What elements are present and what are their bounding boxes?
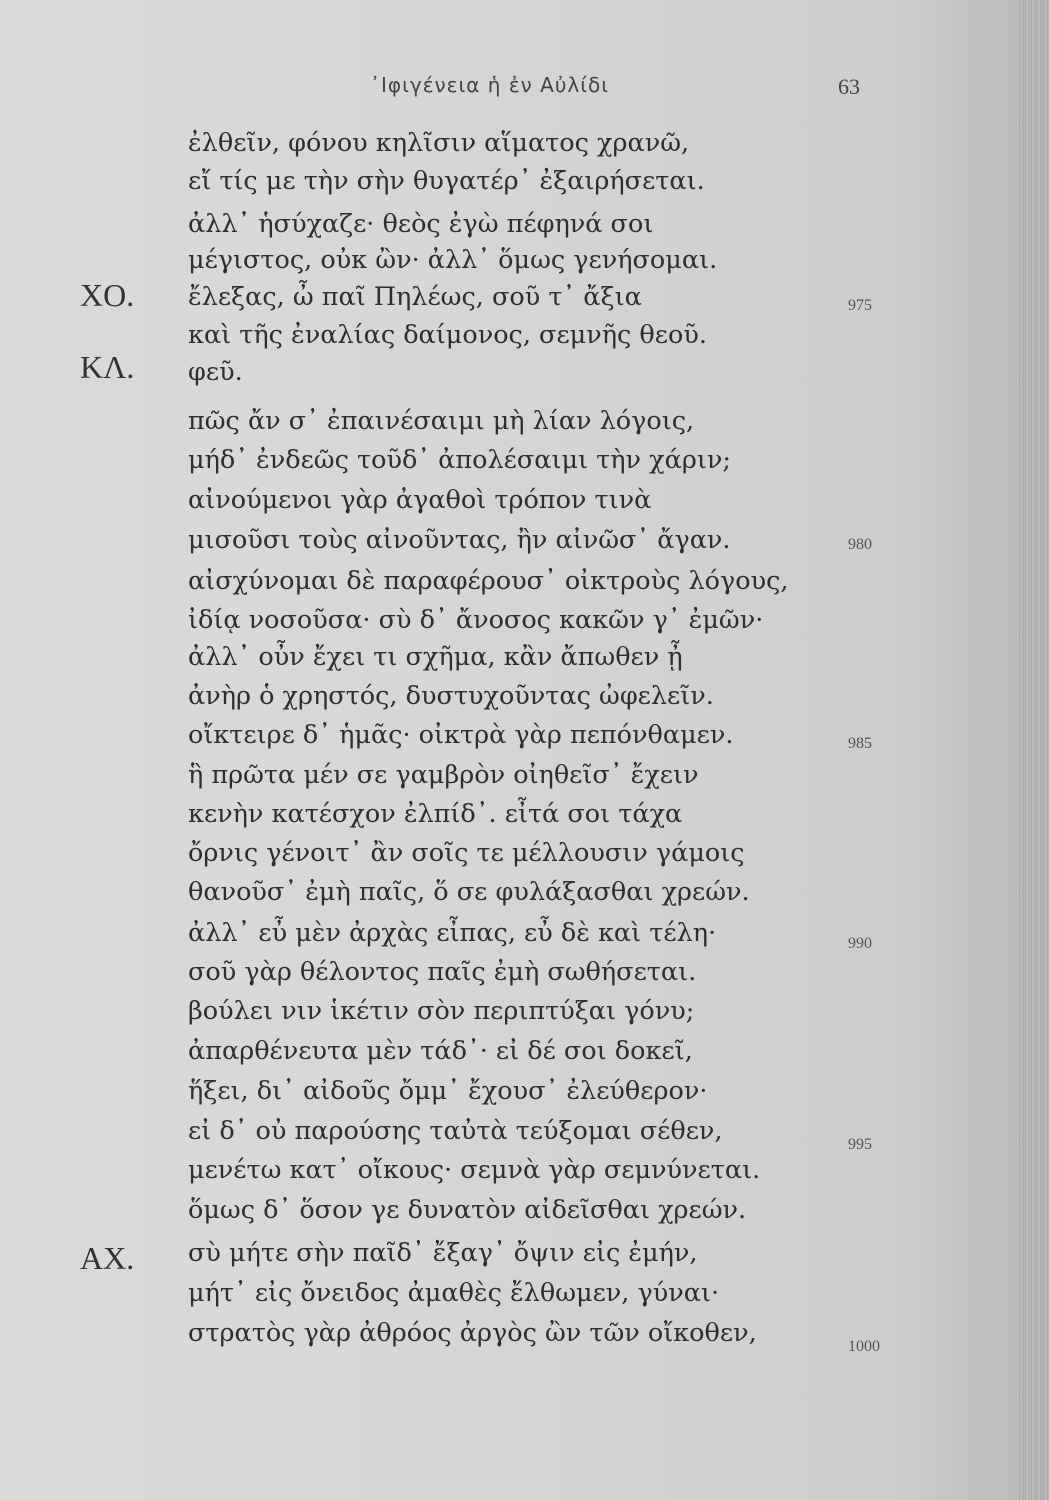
verse-line: ἥξει, δι᾿ αἰδοῦς ὄμμ᾿ ἔχουσ᾿ ἐλεύθερον·	[188, 1076, 708, 1106]
verse-line: βούλει νιν ἱκέτιν σὸν περιπτύξαι γόνυ;	[188, 996, 695, 1026]
verse-line: αἰσχύνομαι δὲ παραφέρουσ᾿ οἰκτροὺς λόγους,	[188, 566, 789, 596]
page-number: 63	[838, 74, 860, 99]
speaker-label-klytaimestra: ΚΛ.	[80, 349, 135, 385]
verse-line: σὺ μήτε σὴν παῖδ᾿ ἔξαγ᾿ ὄψιν εἰς ἐμήν,	[188, 1238, 698, 1268]
page-edge	[1019, 0, 1049, 1500]
verse-line: ἀπαρθένευτα μὲν τάδ᾿· εἰ δέ σοι δοκεῖ,	[188, 1036, 693, 1066]
verse-line: μήτ᾿ εἰς ὄνειδος ἀμαθὲς ἔλθωμεν, γύναι·	[188, 1278, 720, 1308]
verse-line: ἀλλ᾿ οὖν ἔχει τι σχῆμα, κἂν ἄπωθεν ᾖ	[188, 642, 683, 672]
verse-line: ἔλεξας, ὦ παῖ Πηλέως, σοῦ τ᾿ ἄξια	[188, 282, 642, 312]
verse-line: ἐλθεῖν, φόνου κηλῖσιν αἵματος χρανῶ,	[188, 128, 690, 158]
verse-line: εἴ τίς με τὴν σὴν θυγατέρ᾿ ἐξαιρήσεται.	[188, 166, 705, 196]
line-number: 1000	[848, 1338, 880, 1355]
running-title: ᾿Ιφιγένεια ἡ ἐν Αὐλίδι	[370, 73, 610, 97]
line-number: 975	[848, 297, 872, 314]
line-number: 980	[848, 536, 872, 553]
verse-line: σοῦ γὰρ θέλοντος παῖς ἐμὴ σωθήσεται.	[188, 957, 697, 987]
verse-line: μισοῦσι τοὺς αἰνοῦντας, ἢν αἰνῶσ᾿ ἄγαν.	[188, 525, 731, 555]
verse-line: αἰνούμενοι γὰρ ἀγαθοὶ τρόπον τινὰ	[188, 485, 652, 515]
line-number: 995	[848, 1136, 872, 1153]
line-number: 985	[848, 735, 872, 752]
verse-line: ἀλλ᾿ εὖ μὲν ἀρχὰς εἶπας, εὖ δὲ καὶ τέλη·	[188, 918, 717, 948]
verse-line: θανοῦσ᾿ ἐμὴ παῖς, ὅ σε φυλάξασθαι χρεών.	[188, 877, 750, 907]
line-number: 990	[848, 935, 872, 952]
verse-line: ἰδίᾳ νοσοῦσα· σὺ δ᾿ ἄνοσος κακῶν γ᾿ ἐμῶν·	[188, 605, 764, 635]
verse-line: φεῦ.	[188, 357, 243, 387]
verse-line: μήδ᾿ ἐνδεῶς τοῦδ᾿ ἀπολέσαιμι τὴν χάριν;	[188, 445, 731, 475]
verse-line: ἀνὴρ ὁ χρηστός, δυστυχοῦντας ὠφελεῖν.	[188, 681, 714, 711]
verse-line: ἀλλ᾿ ἡσύχαζε· θεὸς ἐγὼ πέφηνά σοι	[188, 209, 654, 239]
verse-line: στρατὸς γὰρ ἀθρόος ἀργὸς ὢν τῶν οἴκοθεν,	[188, 1318, 757, 1348]
verse-line: ὅμως δ᾿ ὅσον γε δυνατὸν αἰδεῖσθαι χρεών.	[188, 1195, 747, 1225]
verse-line: καὶ τῆς ἐναλίας δαίμονος, σεμνῆς θεοῦ.	[188, 320, 707, 350]
speaker-label-chorus: ΧΟ.	[80, 277, 135, 313]
verse-line: οἴκτειρε δ᾿ ἡμᾶς· οἰκτρὰ γὰρ πεπόνθαμεν.	[188, 720, 734, 750]
verse-line: ὄρνις γένοιτ᾿ ἂν σοῖς τε μέλλουσιν γάμοις	[188, 838, 745, 868]
speaker-label-achilleus: ΑΧ.	[80, 1240, 135, 1276]
verse-line: πῶς ἄν σ᾿ ἐπαινέσαιμι μὴ λίαν λόγοις,	[188, 406, 695, 436]
verse-line: ἣ πρῶτα μέν σε γαμβρὸν οἰηθεῖσ᾿ ἔχειν	[188, 760, 699, 790]
verse-line: μενέτω κατ᾿ οἴκους· σεμνὰ γὰρ σεμνύνεται.	[188, 1155, 761, 1185]
verse-line: κενὴν κατέσχον ἐλπίδ᾿. εἶτά σοι τάχα	[188, 799, 683, 829]
verse-line: εἰ δ᾿ οὐ παρούσης ταὐτὰ τεύξομαι σέθεν,	[188, 1116, 723, 1146]
verse-line: μέγιστος, οὐκ ὢν· ἀλλ᾿ ὅμως γενήσομαι.	[188, 245, 718, 275]
